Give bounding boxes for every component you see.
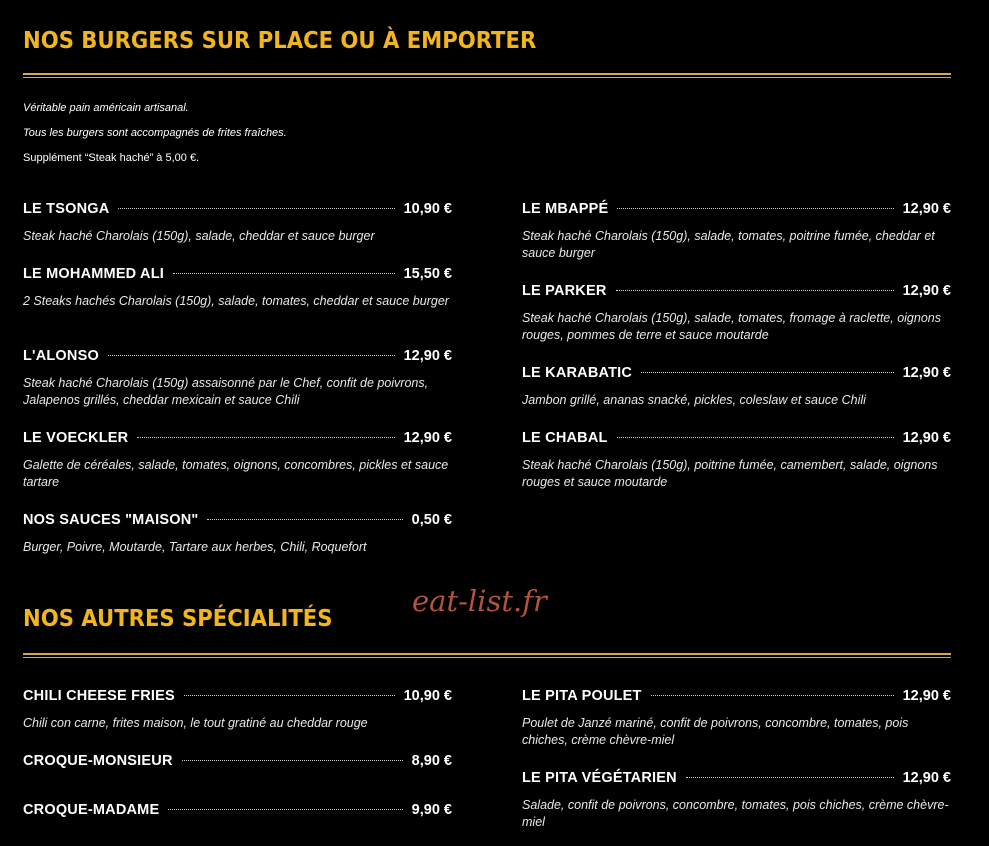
dot-leader bbox=[173, 273, 395, 274]
item-name: LE PITA POULET bbox=[522, 688, 642, 704]
menu-item bbox=[522, 430, 951, 491]
item-price: 0,50 € bbox=[411, 512, 452, 528]
dot-leader bbox=[108, 355, 395, 356]
item-description: Salade, confit de poivrons, concombre, tomates, pois chiches, crème chèvre-miel bbox=[522, 798, 949, 829]
dot-leader bbox=[184, 695, 395, 696]
item-description: Chili con carne, frites maison, le tout gratiné au cheddar rouge bbox=[23, 716, 368, 730]
item-name: LE MBAPPÉ bbox=[522, 201, 609, 217]
menu-item bbox=[23, 348, 452, 409]
intro-line: Tous les burgers sont accompagnés de frites fraîches. bbox=[23, 127, 287, 139]
section-title-burgers: NOS BURGERS SUR PLACE OU À EMPORTER bbox=[23, 28, 537, 54]
item-name: LE CHABAL bbox=[522, 430, 608, 446]
item-description: Steak haché Charolais (150g), salade, cheddar et sauce burger bbox=[23, 229, 375, 243]
dot-leader bbox=[182, 760, 403, 761]
item-price: 8,90 € bbox=[411, 753, 452, 769]
menu-item bbox=[522, 688, 951, 749]
menu-item bbox=[522, 283, 951, 344]
item-description: Steak haché Charolais (150g) assaisonné par le Chef, confit de poivrons, Jalapenos grillés, cheddar mexicain et sauce Chili bbox=[23, 376, 429, 407]
burgers-intro bbox=[23, 96, 523, 171]
item-description: Steak haché Charolais (150g), poitrine fumée, camembert, salade, oignons rouges et sauce moutarde bbox=[522, 458, 938, 489]
menu-item bbox=[23, 753, 452, 771]
item-name: LE KARABATIC bbox=[522, 365, 633, 381]
item-description: Steak haché Charolais (150g), salade, tomates, poitrine fumée, cheddar et sauce burger bbox=[522, 229, 935, 260]
dot-leader bbox=[118, 208, 394, 209]
item-price: 9,90 € bbox=[411, 802, 452, 818]
item-name: NOS SAUCES "MAISON" bbox=[23, 512, 199, 528]
section-title-specialites: NOS AUTRES SPÉCIALITÉS bbox=[23, 606, 333, 632]
item-name: LE PARKER bbox=[522, 283, 607, 299]
menu-item bbox=[23, 802, 452, 820]
item-name: LE TSONGA bbox=[23, 201, 110, 217]
dot-leader bbox=[207, 519, 402, 520]
item-price: 12,90 € bbox=[902, 201, 951, 217]
item-price: 10,90 € bbox=[403, 201, 452, 217]
item-description: Jambon grillé, ananas snacké, pickles, coleslaw et sauce Chili bbox=[522, 393, 866, 407]
item-description: Galette de céréales, salade, tomates, oignons, concombres, pickles et sauce tartare bbox=[23, 458, 449, 489]
dot-leader bbox=[168, 809, 402, 810]
item-description: Burger, Poivre, Moutarde, Tartare aux herbes, Chili, Roquefort bbox=[23, 540, 367, 554]
item-name: CROQUE-MADAME bbox=[23, 802, 160, 818]
intro-line: Véritable pain américain artisanal. bbox=[23, 102, 189, 114]
menu-item bbox=[522, 365, 951, 409]
item-name: LE PITA VÉGÉTARIEN bbox=[522, 770, 677, 786]
menu-item bbox=[522, 770, 951, 831]
dot-leader bbox=[641, 372, 894, 373]
dot-leader bbox=[137, 437, 394, 438]
item-name: L'ALONSO bbox=[23, 348, 99, 364]
item-description: Steak haché Charolais (150g), salade, tomates, fromage à raclette, oignons rouges, pommes de terre et sauce moutarde bbox=[522, 311, 941, 342]
item-price: 12,90 € bbox=[902, 283, 951, 299]
item-price: 15,50 € bbox=[403, 266, 452, 282]
item-price: 12,90 € bbox=[902, 688, 951, 704]
item-description: Poulet de Janzé mariné, confit de poivrons, concombre, tomates, pois chiches, crème chèvre-miel bbox=[522, 716, 909, 747]
dot-leader bbox=[617, 437, 894, 438]
item-name: LE VOECKLER bbox=[23, 430, 129, 446]
menu-item bbox=[23, 430, 452, 491]
item-price: 12,90 € bbox=[902, 365, 951, 381]
menu-item bbox=[23, 688, 452, 732]
dot-leader bbox=[686, 777, 894, 778]
item-price: 12,90 € bbox=[902, 770, 951, 786]
item-name: CHILI CHEESE FRIES bbox=[23, 688, 175, 704]
menu-item bbox=[23, 201, 452, 245]
dot-leader bbox=[651, 695, 894, 696]
watermark: eat-list.fr bbox=[412, 584, 547, 618]
item-price: 12,90 € bbox=[403, 348, 452, 364]
item-name: CROQUE-MONSIEUR bbox=[23, 753, 173, 769]
item-price: 12,90 € bbox=[403, 430, 452, 446]
item-name: LE MOHAMMED ALI bbox=[23, 266, 165, 282]
item-price: 12,90 € bbox=[902, 430, 951, 446]
menu-item bbox=[522, 201, 951, 262]
dot-leader bbox=[617, 208, 893, 209]
menu-item bbox=[23, 512, 452, 556]
intro-line: Supplément “Steak haché” à 5,00 €. bbox=[23, 152, 200, 164]
menu-item bbox=[23, 266, 452, 310]
section-divider bbox=[23, 653, 951, 658]
item-price: 10,90 € bbox=[403, 688, 452, 704]
section-divider bbox=[23, 73, 951, 78]
item-description: 2 Steaks hachés Charolais (150g), salade, tomates, cheddar et sauce burger bbox=[23, 294, 449, 308]
dot-leader bbox=[616, 290, 894, 291]
